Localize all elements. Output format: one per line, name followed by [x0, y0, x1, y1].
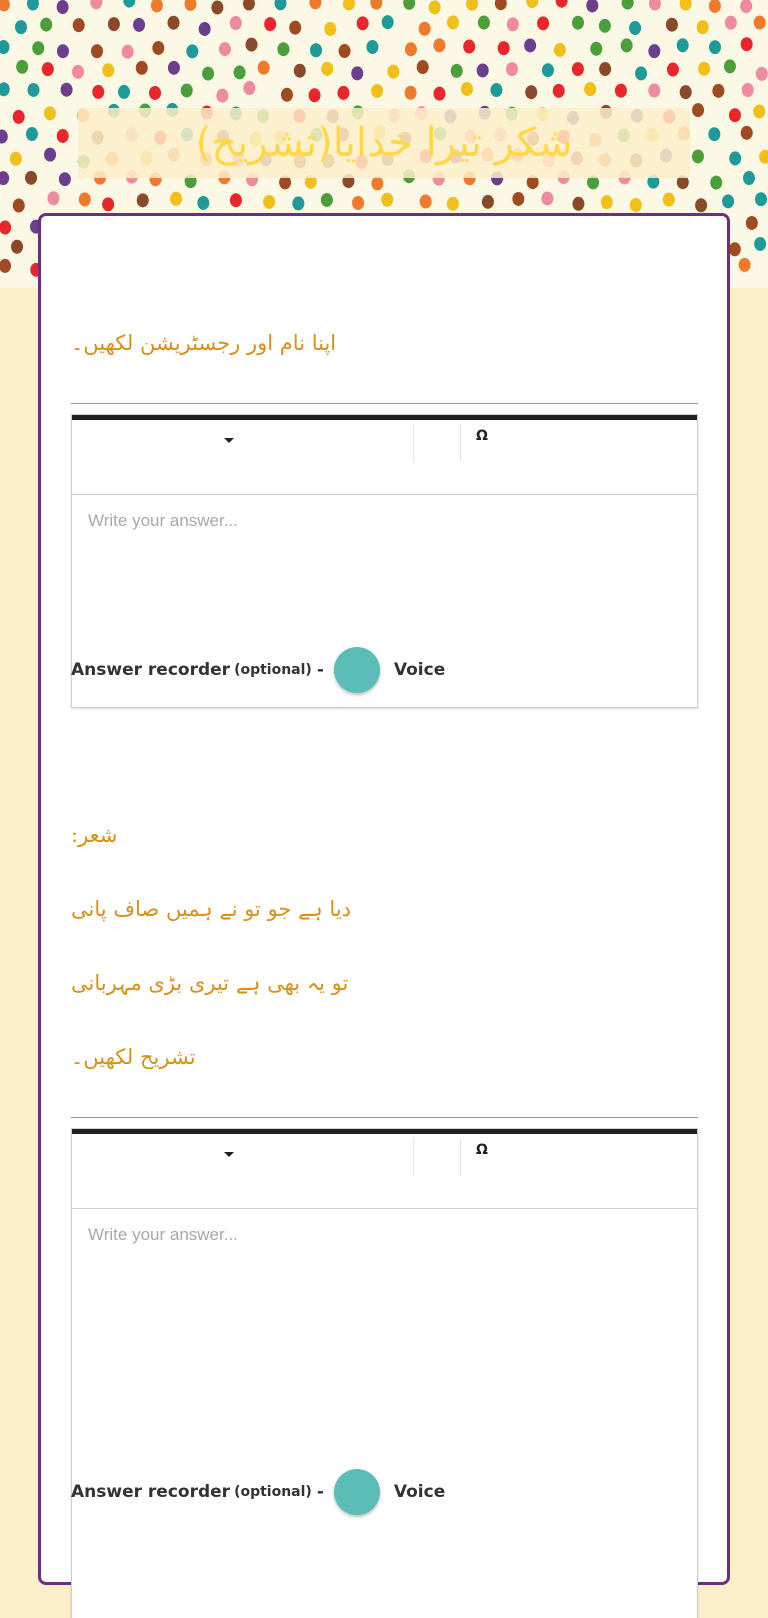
decorative-dot: [524, 38, 536, 52]
caret-down-icon: [224, 1152, 234, 1157]
recorder-dash: -: [316, 1482, 324, 1502]
question-line: تو یہ بھی ہے تیری بڑی مہربانی: [71, 971, 349, 995]
decorative-dot: [584, 82, 596, 96]
decorative-dot: [309, 0, 321, 9]
decorative-dot: [405, 86, 417, 100]
decorative-dot: [729, 242, 741, 256]
decorative-dot: [495, 0, 507, 10]
decorative-dot: [447, 15, 459, 29]
decorative-dot: [263, 195, 275, 209]
voice-record-button[interactable]: [334, 1469, 380, 1515]
decorative-dot: [417, 60, 429, 74]
decorative-dot: [370, 0, 382, 10]
decorative-dot: [152, 41, 164, 55]
decorative-dot: [79, 192, 91, 206]
decorative-dot: [337, 86, 349, 100]
decorative-dot: [321, 62, 333, 76]
decorative-dot: [754, 237, 766, 251]
decorative-dot: [553, 84, 565, 98]
decorative-dot: [47, 191, 59, 205]
decorative-dot: [512, 192, 524, 206]
decorative-dot: [677, 38, 689, 52]
recorder-label: Answer recorder: [71, 1482, 231, 1502]
decorative-dot: [324, 22, 336, 36]
decorative-dot: [477, 63, 489, 77]
answer-recorder-2: [71, 1469, 445, 1515]
decorative-dot: [708, 127, 720, 141]
decorative-dot: [742, 83, 754, 97]
answer-input[interactable]: [72, 1209, 697, 1618]
decorative-dot: [541, 191, 553, 205]
recorder-label: Answer recorder: [71, 660, 231, 680]
decorative-dot: [463, 40, 475, 54]
editor-toolbar: [72, 415, 697, 495]
decorative-dot: [756, 67, 768, 81]
toolbar-button[interactable]: [414, 424, 461, 462]
decorative-dot: [599, 19, 611, 33]
decorative-dot: [0, 171, 9, 185]
decorative-dot: [371, 176, 383, 190]
decorative-dot: [170, 192, 182, 206]
decorative-dot: [490, 83, 502, 97]
decorative-dot: [648, 44, 660, 58]
title-box: [78, 108, 690, 178]
decorative-dot: [243, 0, 255, 11]
question-line: شعر:: [71, 823, 118, 847]
recorder-optional: (optional): [234, 1484, 312, 1500]
caret-down-icon: [224, 438, 234, 443]
decorative-dot: [755, 192, 767, 206]
decorative-dot: [525, 85, 537, 99]
question-1-prompt: [71, 288, 698, 404]
decorative-dot: [27, 0, 39, 11]
decorative-dot: [680, 85, 692, 99]
decorative-dot: [601, 195, 613, 209]
decorative-dot: [709, 40, 721, 54]
decorative-dot: [321, 193, 333, 207]
decorative-dot: [724, 59, 736, 73]
decorative-dot: [599, 62, 611, 76]
decorative-dot: [292, 196, 304, 210]
decorative-dot: [741, 37, 753, 51]
decorative-dot: [722, 194, 734, 208]
decorative-dot: [542, 63, 554, 77]
decorative-dot: [211, 1, 223, 15]
decorative-dot: [709, 0, 721, 13]
worksheet-card: [38, 213, 730, 1585]
decorative-dot: [635, 66, 647, 80]
decorative-dot: [91, 44, 103, 58]
decorative-dot: [695, 198, 707, 212]
decorative-dot: [746, 216, 758, 230]
toolbar-button[interactable]: [414, 1138, 461, 1176]
decorative-dot: [537, 16, 549, 30]
decorative-dot: [310, 43, 322, 57]
decorative-dot: [122, 45, 134, 59]
decorative-dot: [729, 108, 741, 122]
decorative-dot: [371, 84, 383, 98]
decorative-dot: [294, 64, 306, 78]
decorative-dot: [351, 66, 363, 80]
decorative-dot: [433, 38, 445, 52]
decorative-dot: [554, 43, 566, 57]
decorative-dot: [666, 18, 678, 32]
answer-recorder-1: [71, 647, 445, 693]
decorative-dot: [740, 0, 752, 13]
format-dropdown[interactable]: [72, 424, 414, 462]
decorative-dot: [57, 129, 69, 143]
decorative-dot: [90, 0, 102, 9]
recorder-optional: (optional): [234, 662, 312, 678]
decorative-dot: [622, 0, 634, 10]
decorative-dot: [10, 152, 22, 166]
decorative-dot: [754, 16, 766, 30]
decorative-dot: [507, 17, 519, 31]
decorative-dot: [698, 62, 710, 76]
decorative-dot: [168, 61, 180, 75]
decorative-dot: [447, 197, 459, 211]
decorative-dot: [741, 126, 753, 140]
special-character-icon[interactable]: Ω: [476, 428, 488, 444]
decorative-dot: [42, 62, 54, 76]
decorative-dot: [429, 0, 441, 14]
decorative-dot: [184, 0, 196, 11]
decorative-dot: [92, 85, 104, 99]
decorative-dot: [506, 62, 518, 76]
decorative-dot: [692, 149, 704, 163]
decorative-dot: [420, 195, 432, 209]
decorative-dot: [309, 88, 321, 102]
decorative-dot: [680, 0, 692, 11]
decorative-dot: [243, 81, 255, 95]
voice-label: Voice: [393, 660, 446, 680]
decorative-dot: [461, 82, 473, 96]
decorative-dot: [451, 64, 463, 78]
decorative-dot: [630, 198, 642, 212]
decorative-dot: [478, 16, 490, 30]
decorative-dot: [0, 259, 11, 273]
voice-label: Voice: [393, 1482, 446, 1502]
decorative-dot: [199, 22, 211, 36]
decorative-dot: [0, 130, 8, 144]
decorative-dot: [572, 62, 584, 76]
decorative-dot: [649, 0, 661, 11]
decorative-dot: [586, 0, 598, 12]
decorative-dot: [275, 0, 287, 10]
decorative-dot: [186, 44, 198, 58]
decorative-dot: [621, 38, 633, 52]
decorative-dot: [0, 82, 10, 96]
decorative-dot: [343, 0, 355, 11]
decorative-dot: [352, 196, 364, 210]
decorative-dot: [102, 63, 114, 77]
decorative-dot: [629, 21, 641, 35]
question-line: دیا ہے جو تو نے ہمیں صاف پانی: [71, 897, 351, 921]
decorative-dot: [433, 87, 445, 101]
question-line: اپنا نام اور رجسٹریشن لکھیں۔: [71, 331, 337, 355]
decorative-dot: [25, 171, 37, 185]
decorative-dot: [739, 258, 751, 272]
decorative-dot: [44, 106, 56, 120]
page-title: شکر تیرا خدایا(تشریح): [195, 120, 573, 166]
decorative-dot: [216, 89, 228, 103]
decorative-dot: [136, 61, 148, 75]
decorative-dot: [382, 15, 394, 29]
decorative-dot: [246, 38, 258, 52]
decorative-dot: [73, 18, 85, 32]
decorative-dot: [572, 197, 584, 211]
decorative-dot: [759, 150, 768, 164]
decorative-dot: [692, 103, 704, 117]
decorative-dot: [526, 0, 538, 8]
decorative-dot: [102, 197, 114, 211]
decorative-dot: [11, 240, 23, 254]
decorative-dot: [230, 16, 242, 30]
decorative-dot: [32, 41, 44, 55]
special-character-icon[interactable]: Ω: [476, 1142, 488, 1158]
decorative-dot: [572, 16, 584, 30]
decorative-dot: [725, 16, 737, 30]
decorative-dot: [168, 16, 180, 30]
decorative-dot: [26, 127, 38, 141]
decorative-dot: [357, 16, 369, 30]
decorative-dot: [197, 196, 209, 210]
decorative-dot: [108, 17, 120, 31]
decorative-dot: [277, 42, 289, 56]
decorative-dot: [15, 20, 27, 34]
decorative-dot: [339, 44, 351, 58]
decorative-dot: [663, 193, 675, 207]
decorative-dot: [729, 151, 741, 165]
decorative-dot: [258, 61, 270, 75]
decorative-dot: [149, 86, 161, 100]
decorative-dot: [27, 83, 39, 97]
decorative-dot: [13, 110, 25, 124]
decorative-dot: [57, 0, 69, 14]
decorative-dot: [230, 193, 242, 207]
decorative-dot: [419, 22, 431, 36]
decorative-dot: [137, 193, 149, 207]
decorative-dot: [0, 221, 11, 235]
question-line: تشریح لکھیں۔: [71, 1045, 196, 1069]
decorative-dot: [40, 18, 52, 32]
decorative-dot: [387, 65, 399, 79]
decorative-dot: [151, 0, 163, 12]
decorative-dot: [743, 171, 755, 185]
question-1: [71, 288, 698, 708]
editor-toolbar: [72, 1129, 697, 1209]
decorative-dot: [123, 0, 135, 8]
decorative-dot: [72, 65, 84, 79]
decorative-dot: [44, 148, 56, 162]
decorative-dot: [697, 20, 709, 34]
decorative-dot: [118, 85, 130, 99]
decorative-dot: [403, 0, 415, 10]
decorative-dot: [405, 42, 417, 56]
voice-record-button[interactable]: [334, 647, 380, 693]
question-2-prompt: [71, 780, 698, 1118]
decorative-dot: [16, 60, 28, 74]
decorative-dot: [234, 65, 246, 79]
decorative-dot: [667, 63, 679, 77]
decorative-dot: [366, 40, 378, 54]
decorative-dot: [466, 0, 478, 11]
decorative-dot: [59, 172, 71, 186]
decorative-dot: [57, 44, 69, 58]
decorative-dot: [13, 199, 25, 213]
decorative-dot: [289, 21, 301, 35]
decorative-dot: [281, 88, 293, 102]
decorative-dot: [381, 193, 393, 207]
decorative-dot: [61, 83, 73, 97]
decorative-dot: [556, 0, 568, 8]
decorative-dot: [753, 104, 765, 118]
decorative-dot: [0, 40, 10, 54]
decorative-dot: [202, 67, 214, 81]
decorative-dot: [181, 83, 193, 97]
decorative-dot: [590, 42, 602, 56]
decorative-dot: [264, 17, 276, 31]
decorative-dot: [482, 195, 494, 209]
recorder-dash: -: [316, 660, 324, 680]
decorative-dot: [648, 83, 660, 97]
decorative-dot: [133, 18, 145, 32]
decorative-dot: [615, 84, 627, 98]
decorative-dot: [219, 42, 231, 56]
answer-editor-2: [71, 1128, 698, 1618]
decorative-dot: [710, 176, 722, 190]
format-dropdown[interactable]: [72, 1138, 414, 1176]
decorative-dot: [498, 41, 510, 55]
decorative-dot: [712, 84, 724, 98]
decorative-dot: [0, 0, 10, 11]
